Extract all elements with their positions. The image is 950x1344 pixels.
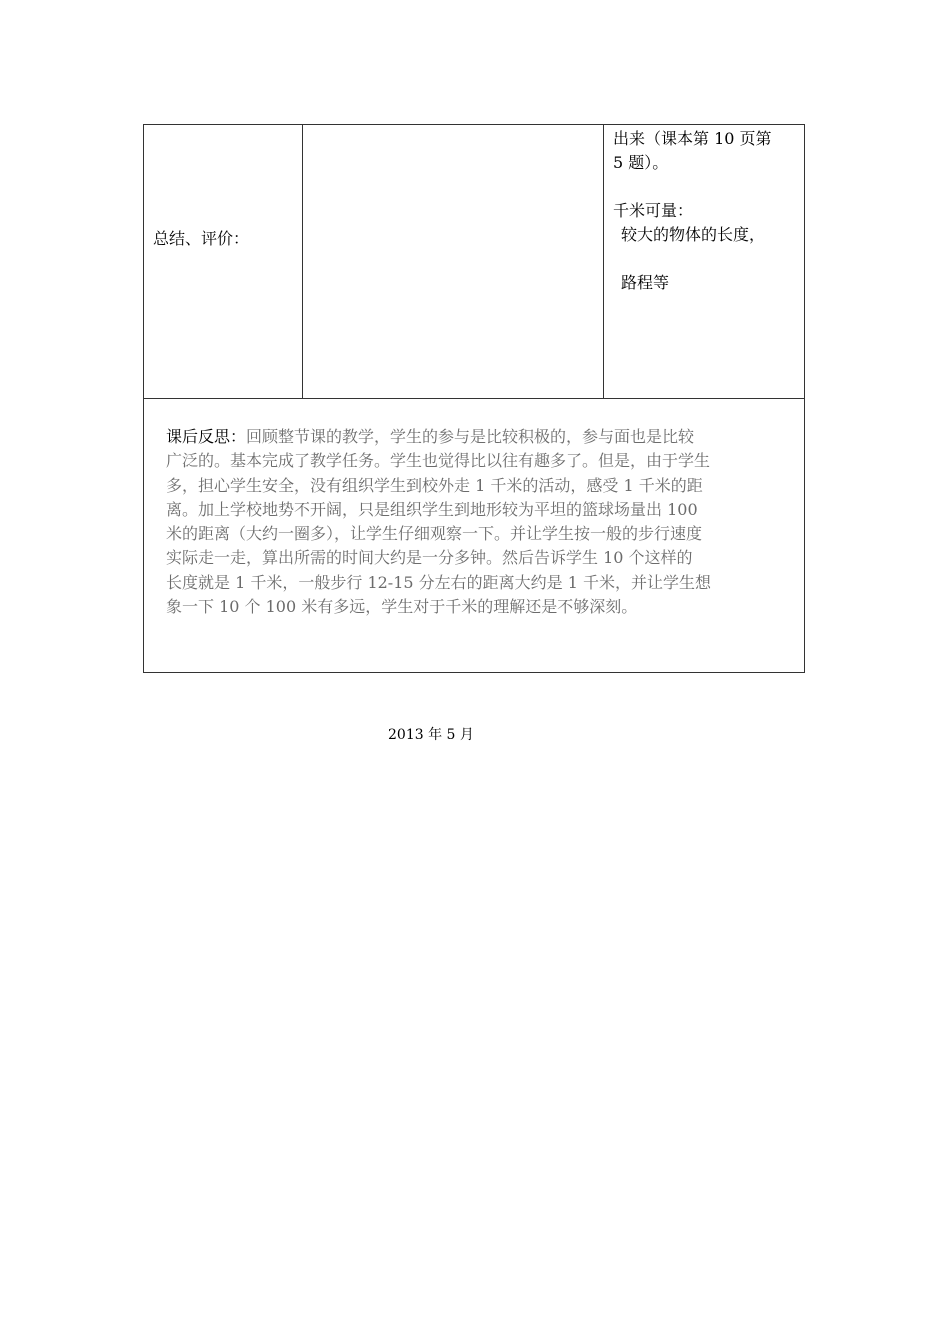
reflection-line-3: 多，担心学生安全，没有组织学生到校外走 1 千米的活动，感受 1 千米的距 — [166, 475, 703, 495]
notes-item-2: 路程等 — [621, 273, 670, 292]
document-date: 2013 年 5 月 — [388, 727, 474, 743]
reflection-row — [144, 399, 805, 673]
notes-text — [613, 127, 803, 295]
reflection-cell — [144, 399, 805, 673]
reflection-line-2: 广泛的。基本完成了教学任务。学生也觉得比以往有趣多了。但是，由于学生 — [166, 451, 711, 471]
reflection-line-8: 象一下 10 个 100 米有多远，学生对于千米的理解还是不够深刻。 — [166, 597, 638, 617]
reflection-line-1 — [166, 425, 786, 449]
notes-line-2: 5 题）。 — [613, 153, 669, 172]
notes-heading: 千米可量： — [613, 201, 694, 220]
reflection-text — [144, 399, 804, 619]
notes-gap — [613, 175, 803, 199]
reflection-line-5: 米的距离（大约一圈多），让学生仔细观察一下。并让学生按一般的步行速度 — [166, 524, 703, 544]
empty-middle-cell — [303, 125, 604, 399]
reflection-label: 课后反思： — [166, 427, 247, 446]
reflection-line-7: 长度就是 1 千米，一般步行 12-15 分左右的距离大约是 1 千米，并让学生想 — [166, 572, 712, 592]
notes-gap-2 — [613, 247, 803, 271]
reflection-line-4: 离。加上学校地势不开阔，只是组织学生到地形较为平坦的篮球场量出 100 — [166, 499, 698, 519]
reflection-line-6: 实际走一走，算出所需的时间大约是一分多钟。然后告诉学生 10 个这样的 — [166, 548, 693, 568]
notes-line-1: 出来（课本第 10 页第 — [613, 129, 772, 148]
summary-label-cell — [144, 125, 303, 399]
notes-cell — [604, 125, 805, 399]
summary-row — [144, 125, 805, 399]
notes-item-1: 较大的物体的长度， — [621, 225, 766, 244]
reflection-line-1-text: 回顾整节课的教学，学生的参与是比较积极的，参与面也是比较 — [246, 427, 695, 446]
summary-label: 总结、评价： — [153, 229, 250, 248]
lesson-table — [143, 124, 805, 673]
